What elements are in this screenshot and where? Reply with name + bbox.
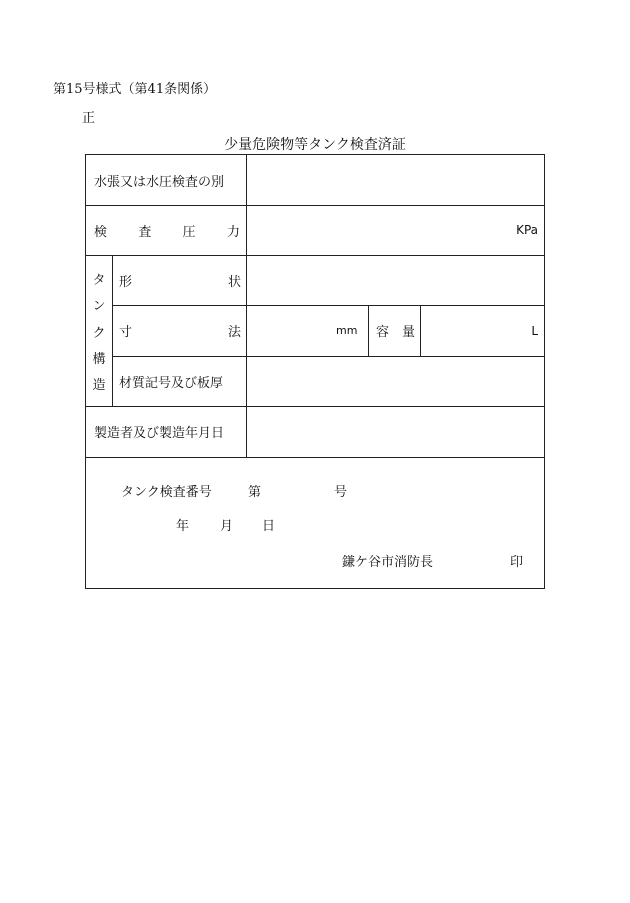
pressure-label — [94, 205, 240, 255]
pressure-label-char: 力 — [226, 224, 240, 240]
document-title: 少量危険物等タンク検査済証 — [224, 137, 406, 153]
dimension-label-char: 寸 — [119, 325, 133, 340]
date-year: 年 — [176, 519, 190, 534]
pressure-label-char: 検 — [94, 224, 108, 240]
shape-label — [119, 255, 241, 305]
dimension-unit: mm — [336, 324, 358, 337]
number-suffix: 号 — [334, 485, 348, 500]
tank-structure-char: ク — [92, 325, 106, 341]
pressure-unit: KPa — [516, 223, 538, 237]
inspection-type-label: 水張又は水圧検査の別 — [94, 174, 225, 190]
issuer-name: 鎌ケ谷市消防長 — [342, 555, 434, 570]
column-divider — [368, 305, 369, 356]
tank-structure-label — [86, 269, 112, 393]
pressure-label-char: 圧 — [182, 224, 196, 240]
date-day: 日 — [262, 519, 276, 534]
material-label: 材質記号及び板厚 — [119, 375, 224, 391]
dimension-label — [119, 305, 241, 356]
manufacturer-label: 製造者及び製造年月日 — [94, 426, 225, 441]
pressure-label-char: 査 — [138, 224, 152, 240]
date-month: 月 — [220, 519, 234, 534]
capacity-unit: L — [531, 323, 538, 338]
shape-label-char: 形 — [119, 274, 133, 290]
inspection-number-label: タンク検査番号 — [121, 485, 212, 500]
dimension-label-char: 法 — [227, 325, 241, 340]
tank-structure-char: 構 — [92, 351, 106, 367]
row-divider — [86, 457, 544, 458]
copy-mark: 正 — [82, 111, 96, 126]
tank-structure-char: 造 — [92, 378, 106, 393]
tank-structure-char: タ — [92, 273, 106, 288]
shape-label-char: 状 — [227, 274, 241, 290]
number-prefix: 第 — [248, 485, 262, 500]
form-number: 第15号様式（第41条関係） — [53, 82, 217, 97]
seal-mark: 印 — [510, 555, 524, 570]
column-divider — [112, 255, 113, 406]
certificate-form — [85, 154, 545, 589]
column-divider — [246, 155, 247, 457]
tank-structure-char: ン — [92, 299, 106, 315]
column-divider — [420, 305, 421, 356]
capacity-label: 容 量 — [376, 325, 416, 340]
